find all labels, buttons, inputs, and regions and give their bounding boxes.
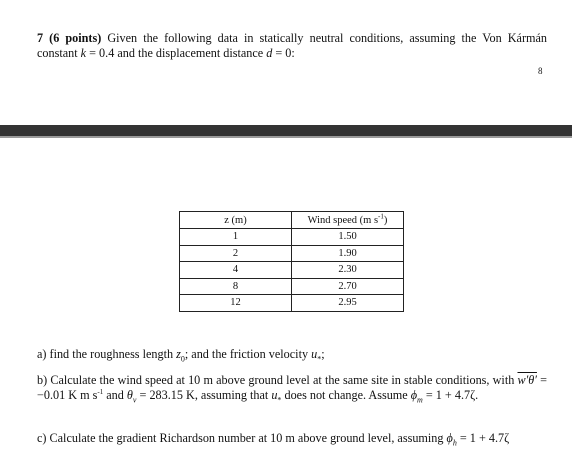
cell-wind-speed: 1.90 — [292, 245, 404, 262]
page-number: 8 — [538, 66, 543, 76]
column-header-height: z (m) — [180, 212, 292, 229]
question-a: a) find the roughness length $z_0$; and the friction velocity $u_*$; — [37, 347, 325, 364]
problem-number: 7 (6 points) — [37, 31, 102, 45]
table-row — [180, 295, 404, 312]
column-header-wind-speed: Wind speed (m $s^{-1}$) — [292, 212, 404, 229]
cell-height: 12 — [180, 295, 292, 312]
cell-height: 8 — [180, 278, 292, 295]
cell-wind-speed: 2.30 — [292, 262, 404, 279]
cell-wind-speed: 1.50 — [292, 229, 404, 246]
data-table — [179, 211, 404, 312]
table-row — [180, 278, 404, 295]
page-separator-edge — [0, 136, 572, 138]
table-row — [180, 262, 404, 279]
cell-wind-speed: 2.70 — [292, 278, 404, 295]
table-row — [180, 245, 404, 262]
cell-height: 4 — [180, 262, 292, 279]
cell-height: 1 — [180, 229, 292, 246]
question-c: c) Calculate the gradient Richardson number at 10 m above ground level, assuming $\phi_h = 1 + 4.7\zeta$ — [37, 431, 510, 448]
table-row — [180, 229, 404, 246]
page-separator-bar — [0, 125, 572, 136]
question-b: b) Calculate the wind speed at 10 m above ground level at the same site in stable conditions, with w′θ′ = −0.01 K m $s^{-1}$ and $\theta_v = 283.15$ K, assuming that $u_*$ does not change. Assume $\phi_m = 1 + 4.7\zeta$. — [37, 373, 547, 405]
cell-height: 2 — [180, 245, 292, 262]
problem-statement: 7 (6 points) Given the following data in statically neutral conditions, assuming the Von Kármán constant k = 0.4 and the displacement distance d = 0: — [37, 31, 547, 60]
table-header-row — [180, 212, 404, 229]
cell-wind-speed: 2.95 — [292, 295, 404, 312]
